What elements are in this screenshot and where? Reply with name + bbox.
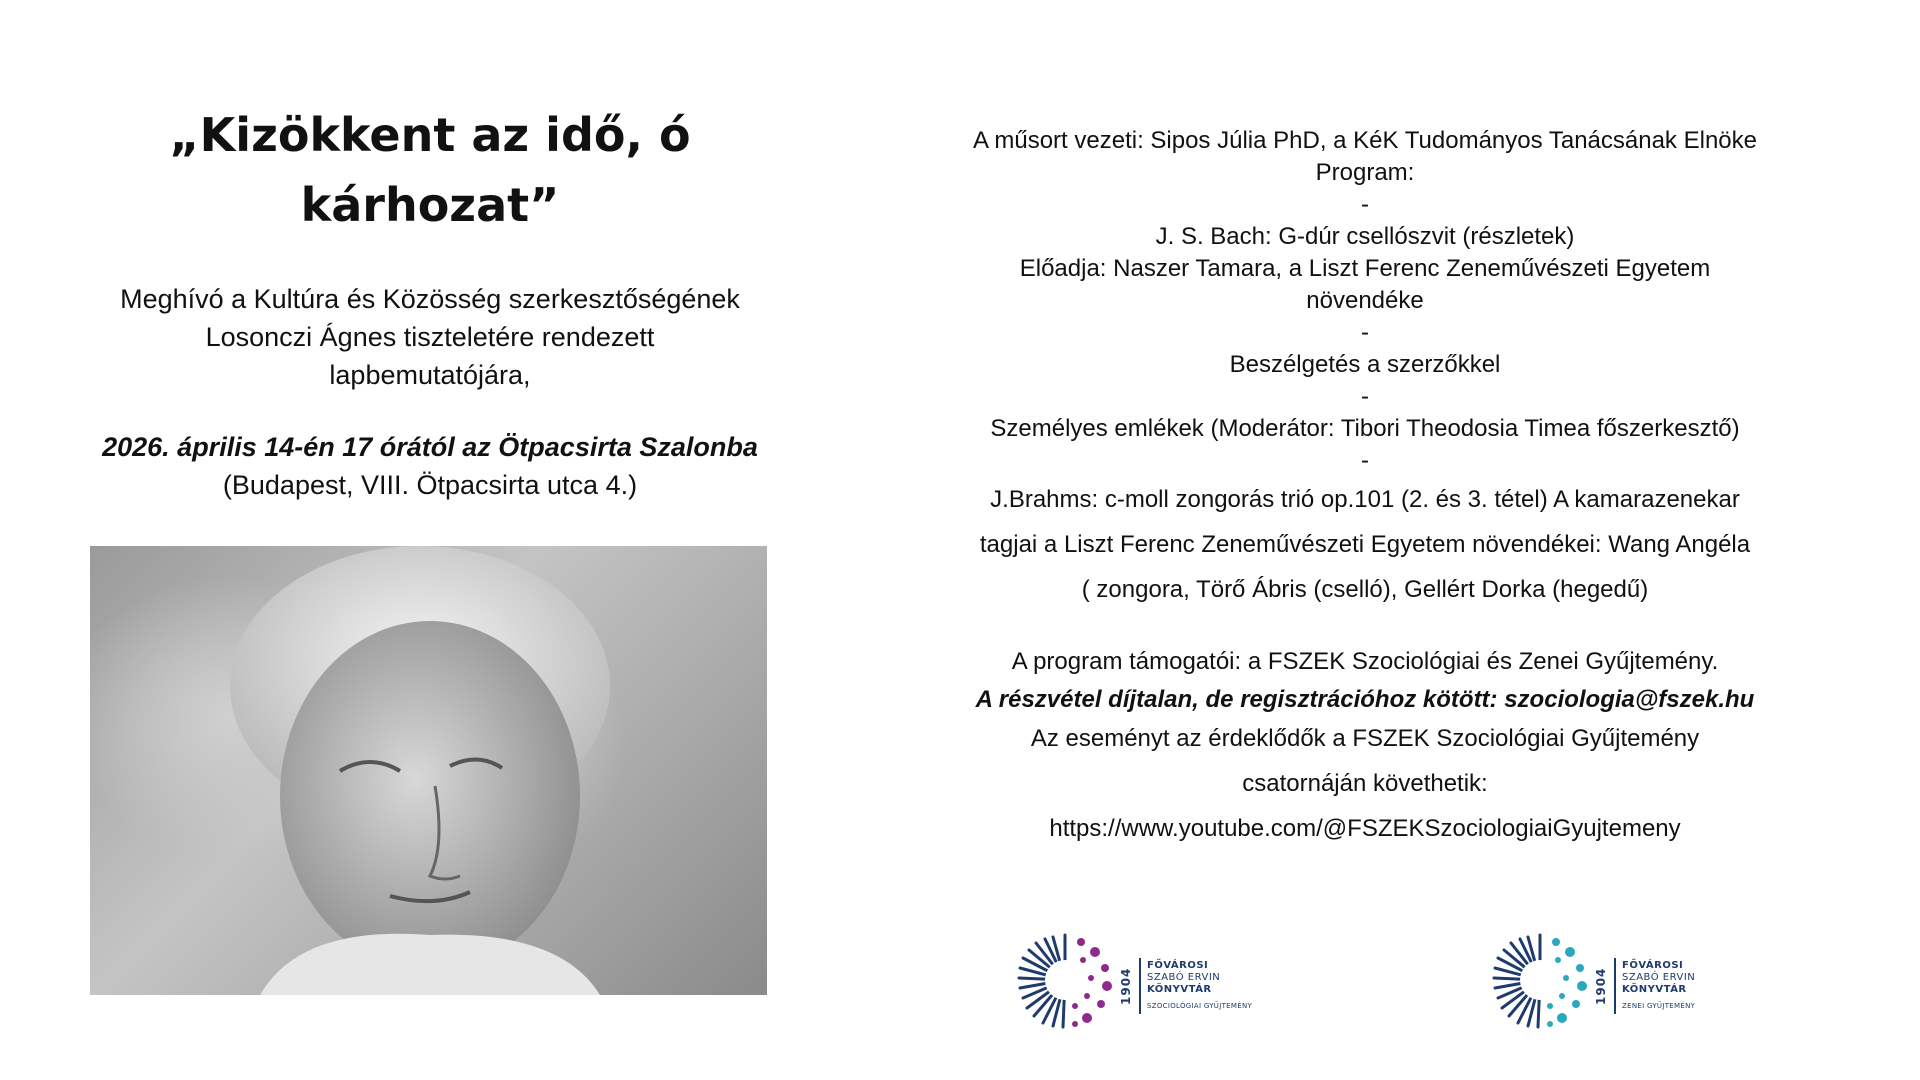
host-line: A műsort vezeti: Sipos Júlia PhD, a KéK Tudományos Tanácsának Elnöke [973,127,1757,154]
registration-line: A részvétel díjtalan, de regisztrációhoz kötött: szociologia@fszek.hu [975,686,1755,713]
starburst-logo-icon [1490,930,1590,1030]
invitation-line: Losonczi Ágnes tiszteletére rendezett [205,322,655,352]
logo-wordmark [1622,960,1695,1012]
logo-line: SZABÓ ERVIN [1147,972,1221,983]
event-venue: (Budapest, VIII. Ötpacsirta utca 4.) [222,470,638,500]
event-date: 2026. április 14-én 17 órától az Ötpacsirta Szalonba [102,432,758,462]
program-item-performer: Előadja: Naszer Tamara, a Liszt Ferenc Zeneművészeti Egyetem [1019,255,1711,282]
program-item-bach: J. S. Bach: G-dúr csellószvit (részletek) [1155,223,1575,250]
invitation-line: Meghívó a Kultúra és Közösség szerkesztőségének [120,284,740,314]
fszek-music-logo [1490,930,1740,1030]
logo-collection-name: SZOCIOLÓGIAI GYŰJTEMÉNY [1147,1002,1253,1010]
separator-dash: - [1361,319,1369,346]
program-right-column [920,125,1810,851]
portrait-photo [90,546,767,995]
separator-dash: - [1361,191,1369,218]
stream-url: https://www.youtube.com/@FSZEKSzociologiaiGyujtemeny [1049,815,1681,842]
stream-line: Az eseményt az érdeklődők a FSZEK Szociológiai Gyűjtemény [1030,725,1700,752]
logo-line: SZABÓ ERVIN [1622,972,1696,983]
logo-line: KÖNYVTÁR [1147,984,1212,995]
portrait-illustration [90,546,767,995]
logo-year: 1904 [1119,958,1141,1014]
logo-collection-name: ZENEI GYŰJTEMÉNY [1622,1002,1696,1010]
fszek-sociology-logo [1015,930,1265,1030]
event-title: „Kizökkent az idő, ó kárhozat” [169,108,691,232]
program-label: Program: [1315,159,1415,186]
invitation-line: lapbemutatójára, [329,360,531,390]
logo-wordmark [1147,960,1252,1012]
logo-line: FŐVÁROSI [1147,960,1209,971]
program-item-brahms: ( zongora, Törő Ábris (cselló), Gellért Dorka (hegedű) [1081,576,1649,603]
invitation-text [60,280,800,394]
program-item-conversation: Beszélgetés a szerzőkkel [1229,351,1501,378]
separator-dash: - [1361,383,1369,410]
program-item-performer: növendéke [1306,287,1424,314]
starburst-logo-icon [1015,930,1115,1030]
program-item-memories: Személyes emlékek (Moderátor: Tibori Theodosia Timea főszerkesztő) [990,415,1740,442]
logo-line: FŐVÁROSI [1622,960,1684,971]
program-item-brahms: J.Brahms: c-moll zongorás trió op.101 (2. és 3. tétel) A kamarazenekar [990,486,1740,513]
separator-dash: - [1361,447,1369,474]
program-item-brahms: tagjai a Liszt Ferenc Zeneművészeti Egyetem növendékei: Wang Angéla [979,531,1751,558]
stream-line: csatornáján követhetik: [1242,770,1488,797]
invitation-left-column [60,100,800,504]
sponsors-line: A program támogatói: a FSZEK Szociológiai és Zenei Gyűjtemény. [1011,648,1719,675]
logo-year: 1904 [1594,958,1616,1014]
logo-line: KÖNYVTÁR [1622,984,1687,995]
